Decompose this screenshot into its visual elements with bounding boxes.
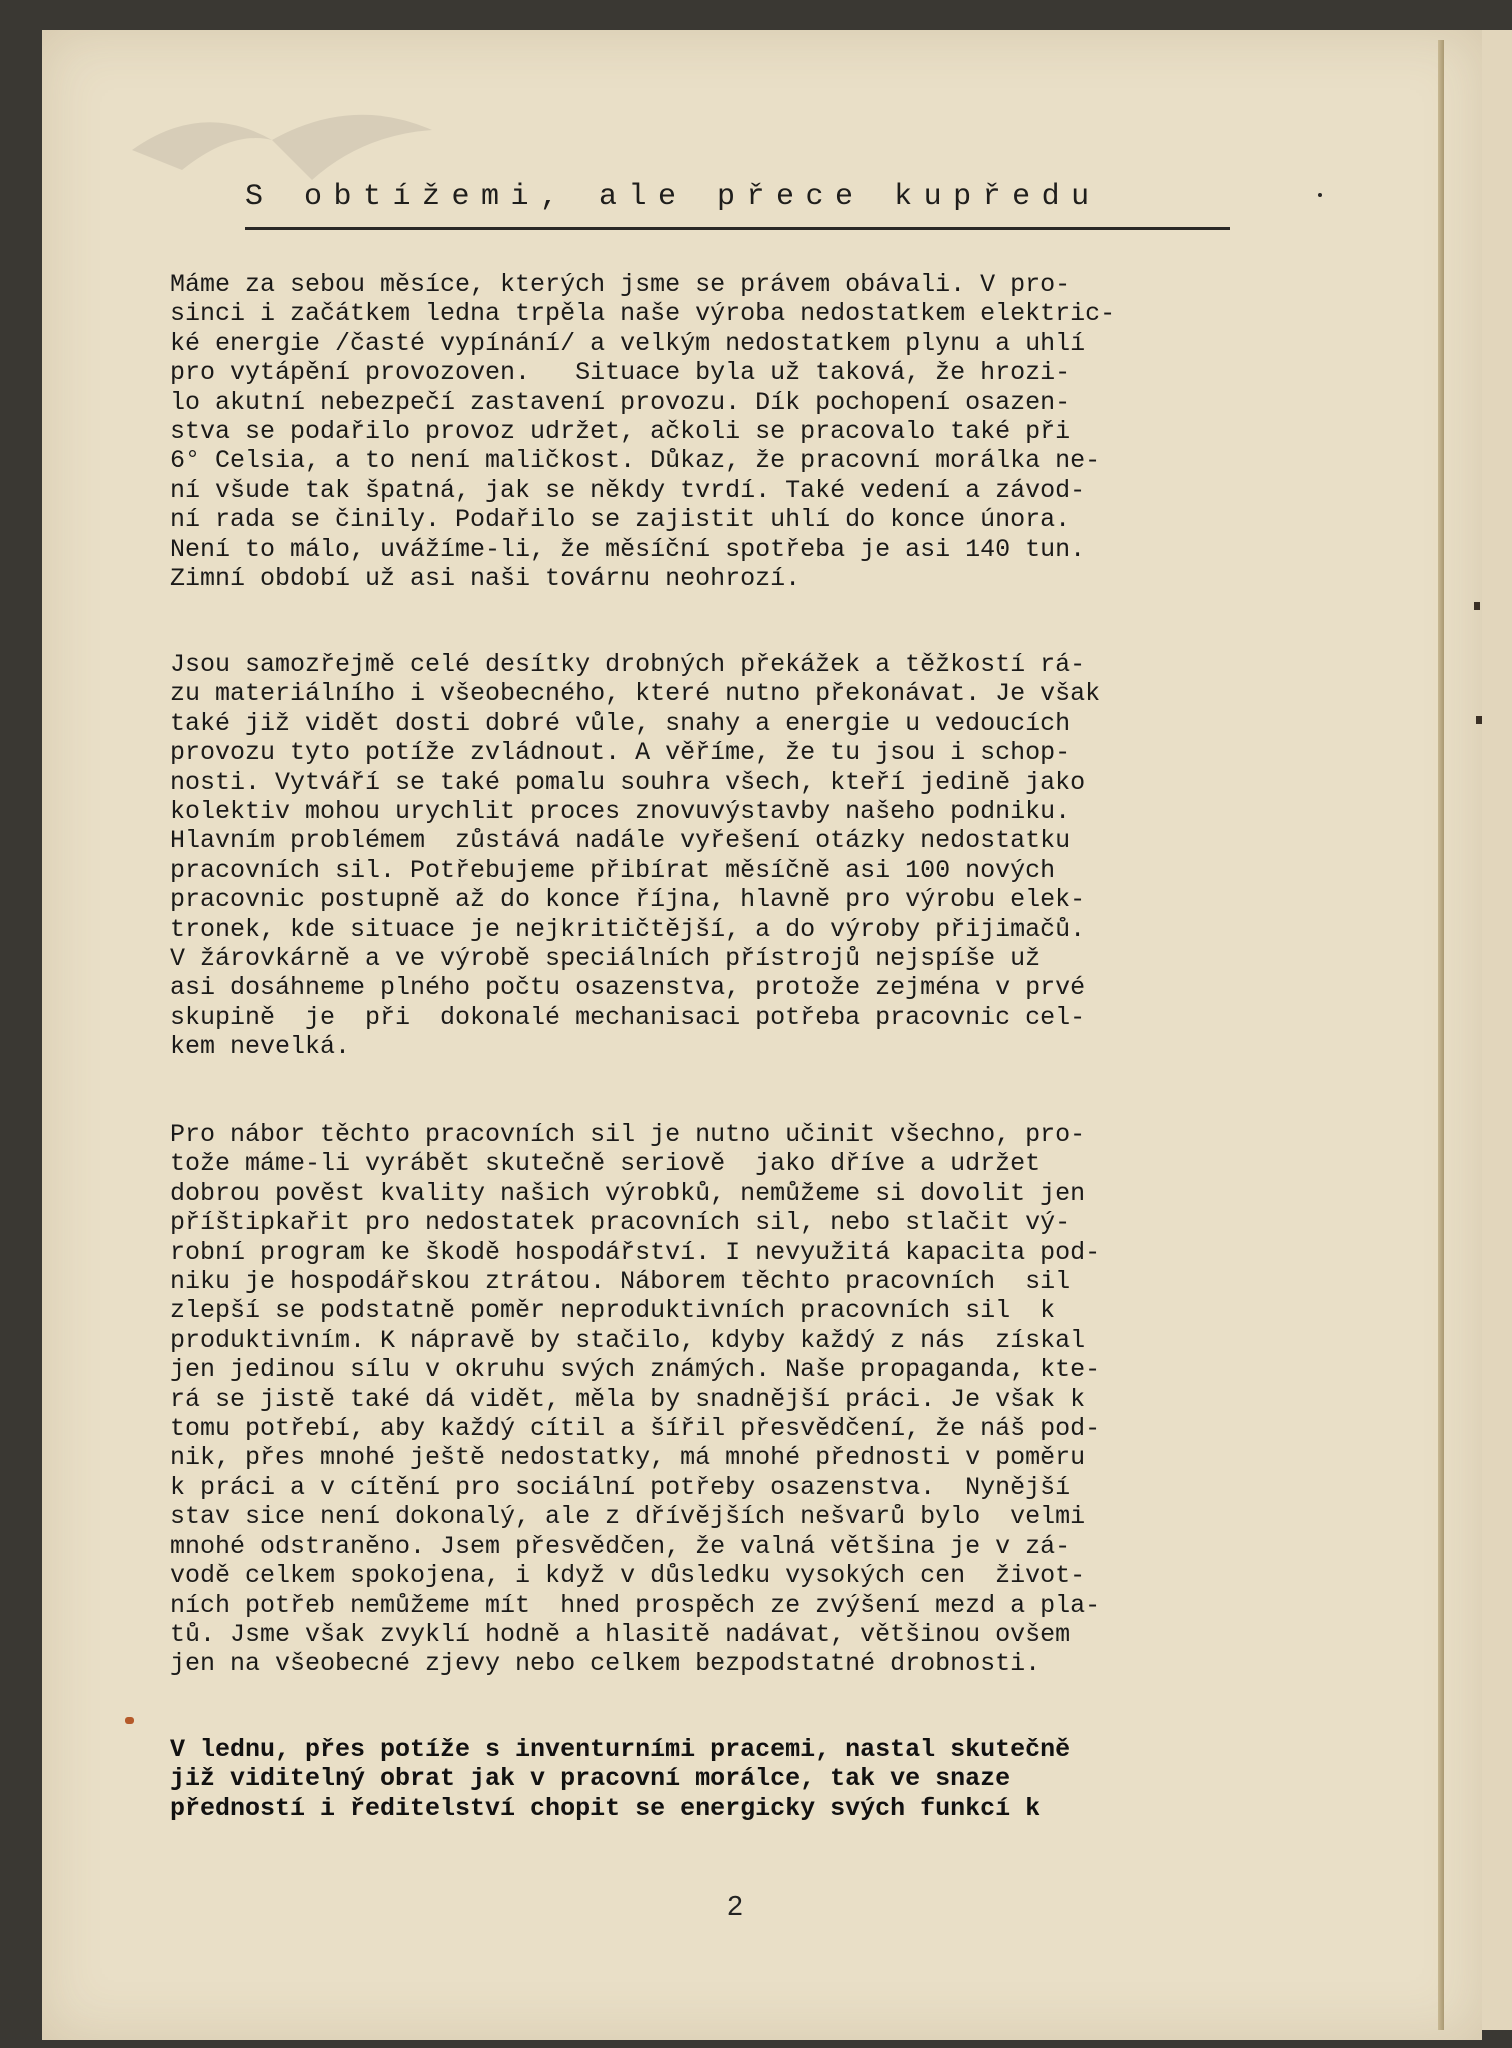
title-trailing-dot (1318, 193, 1322, 197)
title-underline (245, 227, 1230, 230)
paragraph-4: V lednu, přes potíže s inventurními pracemi, nastal skutečně již viditelný obrat jak v pracovní morálce, tak ve snaze předností i ředitelství chopit se energicky svých funkcí k (170, 1735, 1071, 1823)
paragraph-3: Pro nábor těchto pracovních sil je nutno učinit všechno, pro- tože máme-li vyrábět skutečně seriově jako dříve a udržet dobrou pověst kvality našich výrobků, nemůžeme si dovolit jen příštipkařit pro nedostatek pracovních sil, nebo stlačit vý- robní program ke škodě hospodářství. I nevyužitá kapacita pod- niku je hospodářskou ztrátou. Náborem těchto pracovních sil zlepší se podstatně poměr neproduktivních pracovních sil k produktivním. K nápravě by stačilo, kdyby každý z nás získal jen jedinou sílu v okruhu svých známých. Naše propaganda, kte- rá se jistě také dá vidět, měla by snadnější práci. Je však k tomu potřebí, aby každý cítil a šířil přesvědčení, že náš pod- nik, přes mnohé ještě nedostatky, má mnohé přednosti v poměru k práci a v cítění pro sociální potřeby osazenstva. Nynější stav sice není dokonalý, ale z dřívějších nešvarů bylo velmi mnohé odstraněno. Jsem přesvědčen, že valná většina je v zá- vodě celkem spokojena, i když v důsledku vysokých cen život- ních potřeb nemůžeme mít hned prospěch ze zvýšení mezd a pla- tů. Jsme však zvyklí hodně a hlasitě nadávat, většinou ovšem jen na všeobecné zjevy nebo celkem bezpodstatné drobnosti. (170, 1120, 1101, 1679)
paragraph-1: Máme za sebou měsíce, kterých jsme se právem obávali. V pro- sinci i začátkem ledna trpěla naše výroba nedostatkem elektric- ké energie /časté vypínání/ a velkým nedostatkem plynu a uhlí pro vytápění provozoven. Situace byla už taková, že hrozi- lo akutní nebezpečí zastavení provozu. Dík pochopení osazen- stva se podařilo provoz udržet, ačkoli se pracovalo také při 6° Celsia, a to není maličkost. Důkaz, že pracovní morálka ne- ní všude tak špatná, jak se někdy tvrdí. Také vedení a závod- ní rada se činily. Podařilo se zajistit uhlí do konce února. Není to málo, uvážíme-li, že měsíční spotřeba je asi 140 tun. Zimní období už asi naši továrnu neohrozí. (170, 270, 1116, 594)
page-number: 2 (727, 1890, 743, 1921)
edge-ink-mark (1476, 716, 1482, 724)
article-title: S obtížemi, ale přece kupředu (245, 180, 1101, 214)
margin-ink-mark (125, 1717, 134, 1724)
paragraph-2: Jsou samozřejmě celé desítky drobných překážek a těžkostí rá- zu materiálního i všeobecného, které nutno překonávat. Je však také již vidět dosti dobré vůle, snahy a energie u vedoucích provozu tyto potíže zvládnout. A věříme, že tu jsou i schop- nosti. Vytváří se také pomalu souhra všech, kteří jedině jako kolektiv mohou urychlit proces znovuvýstavby našeho podniku. Hlavním problémem zůstává nadále vyřešení otázky nedostatku pracovních sil. Potřebujeme přibírat měsíčně asi 100 nových pracovnic postupně až do konce října, hlavně pro výrobu elek- tronek, kde situace je nejkritičtější, a do výroby přijimačů. V žárovkárně a ve výrobě speciálních přístrojů nejspíše už asi dosáhneme plného počtu osazenstva, protože zejména v prvé skupině je při dokonalé mechanisaci potřeba pracovnic cel- kem nevelká. (170, 650, 1101, 1062)
edge-ink-mark (1474, 602, 1480, 610)
next-page-edge (1480, 30, 1512, 2030)
page-spine-shadow (1438, 40, 1444, 2030)
